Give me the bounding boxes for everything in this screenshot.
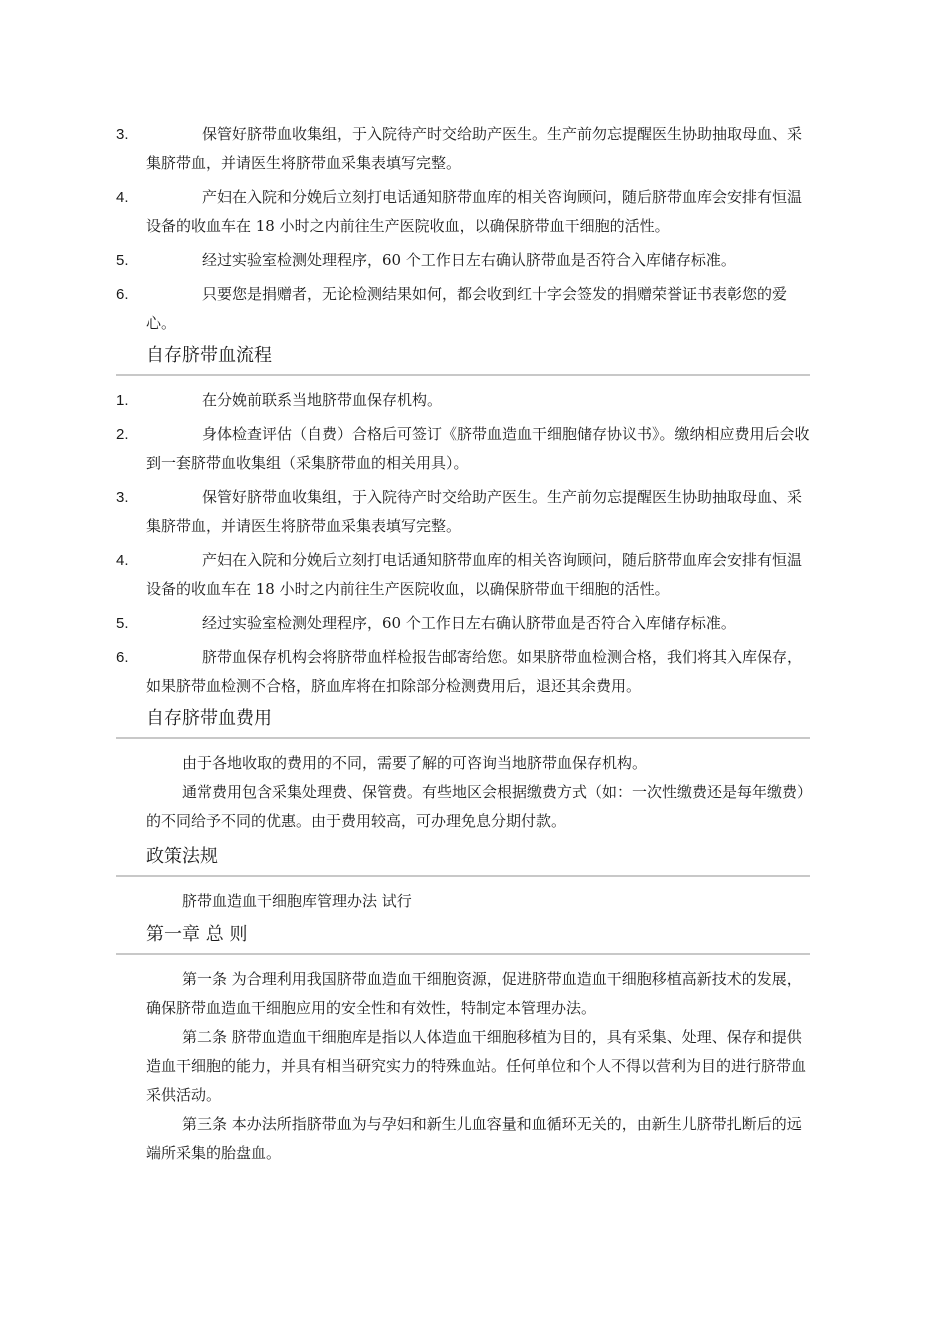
list-item-number: 6. xyxy=(116,649,129,666)
list-item-number: 4. xyxy=(116,189,129,206)
list-item-number: 6. xyxy=(116,286,129,303)
document-content xyxy=(116,120,810,1168)
list-item xyxy=(116,386,810,415)
section-heading-chapter-1: 第一章 总 则 xyxy=(116,922,810,955)
list-item-number: 2. xyxy=(116,426,129,443)
cost-paragraph: 由于各地收取的费用的不同，需要了解的可咨询当地脐带血保存机构。 xyxy=(182,754,648,772)
article-paragraph: 第二条 脐带血造血干细胞库是指以人体造血干细胞移植为目的，具有采集、处理、保存和提供造血干细胞的能力，并具有相当研究实力的特殊血站。任何单位和个人不得以营利为目的进行脐带血采供活动。 xyxy=(146,1028,807,1104)
section-heading-cost: 自存脐带血费用 xyxy=(116,706,810,739)
article-paragraph: 第一条 为合理利用我国脐带血造血干细胞资源，促进脐带血造血干细胞移植高新技术的发展，确保脐带血造血干细胞应用的安全性和有效性，特制定本管理办法。 xyxy=(146,970,802,1017)
list-item-text: 经过实验室检测处理程序，60 个工作日左右确认脐带血是否符合入库储存标准。 xyxy=(202,614,736,632)
list-item-text: 经过实验室检测处理程序，60 个工作日左右确认脐带血是否符合入库储存标准。 xyxy=(202,251,736,269)
section-heading-self-storage-process: 自存脐带血流程 xyxy=(116,343,810,376)
list-item-number: 1. xyxy=(116,392,129,409)
policy-subtitle: 脐带血造血干细胞库管理办法 试行 xyxy=(182,892,412,910)
list-item-text: 保管好脐带血收集组，于入院待产时交给助产医生。生产前勿忘提醒医生协助抽取母血、采集脐带血，并请医生将脐带血采集表填写完整。 xyxy=(146,125,803,172)
list-item-text: 只要您是捐赠者，无论检测结果如何，都会收到红十字会签发的捐赠荣誉证书表彰您的爱心。 xyxy=(146,285,788,332)
list-self-storage-process xyxy=(116,386,810,701)
list-item-number: 5. xyxy=(116,252,129,269)
cost-paragraph: 通常费用包含采集处理费、保管费。有些地区会根据缴费方式（如：一次性缴费还是每年缴费）的不同给予不同的优惠。由于费用较高，可办理免息分期付款。 xyxy=(146,783,805,830)
list-item xyxy=(116,546,810,604)
list-item-text: 脐带血保存机构会将脐带血样检报告邮寄给您。如果脐带血检测合格，我们将其入库保存，如果脐带血检测不合格，脐血库将在扣除部分检测费用后，退还其余费用。 xyxy=(146,648,803,695)
list-donation-continued xyxy=(116,120,810,338)
list-item xyxy=(116,420,810,478)
list-item xyxy=(116,183,810,241)
list-item xyxy=(116,120,810,178)
list-item xyxy=(116,280,810,338)
list-item-text: 保管好脐带血收集组，于入院待产时交给助产医生。生产前勿忘提醒医生协助抽取母血、采集脐带血，并请医生将脐带血采集表填写完整。 xyxy=(146,488,803,535)
list-item-text: 在分娩前联系当地脐带血保存机构。 xyxy=(202,391,443,409)
section-heading-policy: 政策法规 xyxy=(116,844,810,877)
list-item-text: 产妇在入院和分娩后立刻打电话通知脐带血库的相关咨询顾问，随后脐带血库会安排有恒温设备的收血车在 18 小时之内前往生产医院收血，以确保脐带血干细胞的活性。 xyxy=(146,551,803,598)
list-item-text: 身体检查评估（自费）合格后可签订《脐带血造血干细胞储存协议书》。缴纳相应费用后会收到一套脐带血收集组（采集脐带血的相关用具）。 xyxy=(146,425,810,472)
list-item-text: 产妇在入院和分娩后立刻打电话通知脐带血库的相关咨询顾问，随后脐带血库会安排有恒温设备的收血车在 18 小时之内前往生产医院收血，以确保脐带血干细胞的活性。 xyxy=(146,188,803,235)
list-item-number: 3. xyxy=(116,489,129,506)
list-item xyxy=(116,609,810,638)
list-item xyxy=(116,483,810,541)
list-item-number: 3. xyxy=(116,126,129,143)
list-item-number: 4. xyxy=(116,552,129,569)
list-item-number: 5. xyxy=(116,615,129,632)
list-item xyxy=(116,643,810,701)
list-item xyxy=(116,246,810,275)
article-paragraph: 第三条 本办法所指脐带血为与孕妇和新生儿血容量和血循环无关的，由新生儿脐带扎断后的远端所采集的胎盘血。 xyxy=(146,1115,802,1162)
